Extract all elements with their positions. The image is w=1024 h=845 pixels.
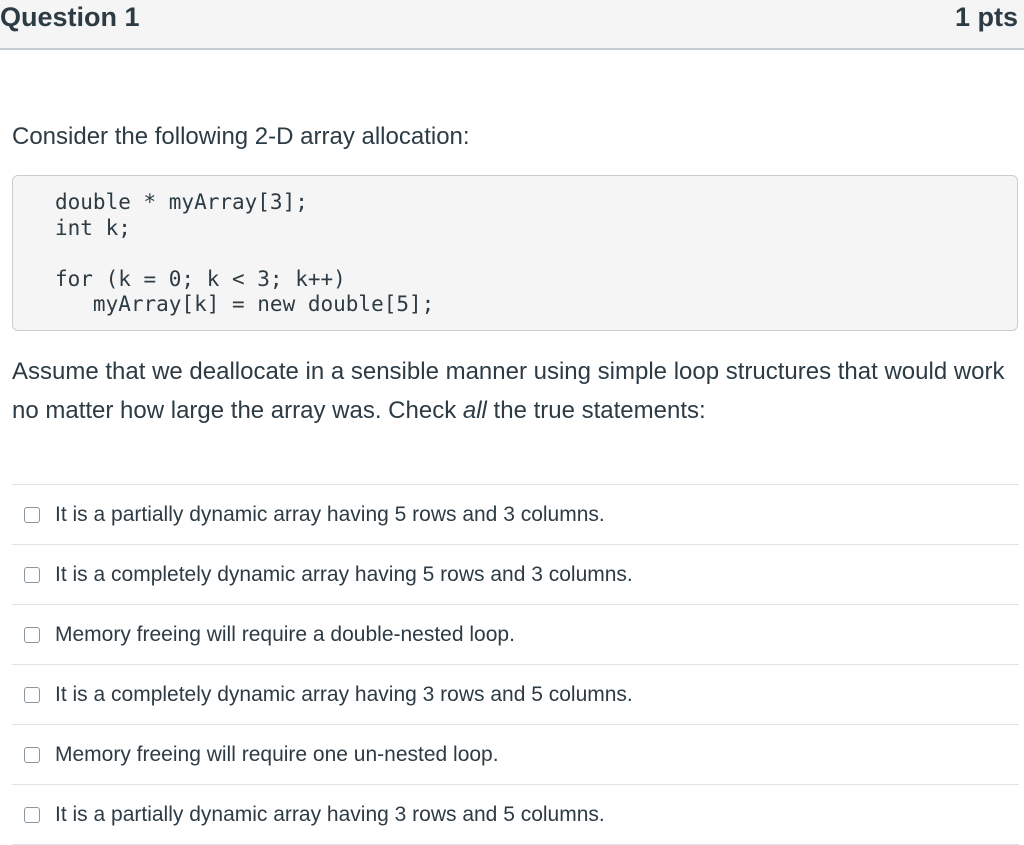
answer-checkbox[interactable] xyxy=(24,687,40,703)
question-intro: Consider the following 2-D array allocation: xyxy=(12,123,470,150)
answer-label: It is a partially dynamic array having 3 rows and 5 columns. xyxy=(55,802,605,826)
answer-checkbox[interactable] xyxy=(24,807,40,823)
answer-list xyxy=(12,484,1019,845)
question-points: 1 pts xyxy=(954,2,1018,32)
answer-option[interactable] xyxy=(12,725,1019,785)
instructions-emphasis: all xyxy=(462,397,487,424)
instructions-text-after: the true statements: xyxy=(486,397,706,424)
answer-label: It is a completely dynamic array having 5 rows and 3 columns. xyxy=(55,562,633,586)
answer-label: Memory freeing will require one un-nested loop. xyxy=(55,742,499,766)
question-title: Question 1 xyxy=(0,2,140,32)
answer-label: It is a completely dynamic array having 3 rows and 5 columns. xyxy=(55,682,633,706)
answer-checkbox[interactable] xyxy=(24,627,40,643)
code-text: double * myArray[3]; int k; for (k = 0; k < 3; k++) myArray[k] = new double[5]; xyxy=(55,190,435,316)
instructions-text-before: Assume that we deallocate in a sensible manner using simple loop structures that would work no matter how large the array was. Check xyxy=(12,358,1005,424)
code-block xyxy=(12,175,1018,331)
answer-checkbox[interactable] xyxy=(24,507,40,523)
question-header xyxy=(0,0,1024,50)
answer-option[interactable] xyxy=(12,785,1019,845)
answer-checkbox[interactable] xyxy=(24,567,40,583)
answer-label: It is a partially dynamic array having 5 rows and 3 columns. xyxy=(55,502,605,526)
question-instructions xyxy=(12,352,1012,430)
answer-option[interactable] xyxy=(12,485,1019,545)
answer-option[interactable] xyxy=(12,545,1019,605)
answer-checkbox[interactable] xyxy=(24,747,40,763)
answer-option[interactable] xyxy=(12,665,1019,725)
answer-label: Memory freeing will require a double-nested loop. xyxy=(55,622,515,646)
answer-option[interactable] xyxy=(12,605,1019,665)
